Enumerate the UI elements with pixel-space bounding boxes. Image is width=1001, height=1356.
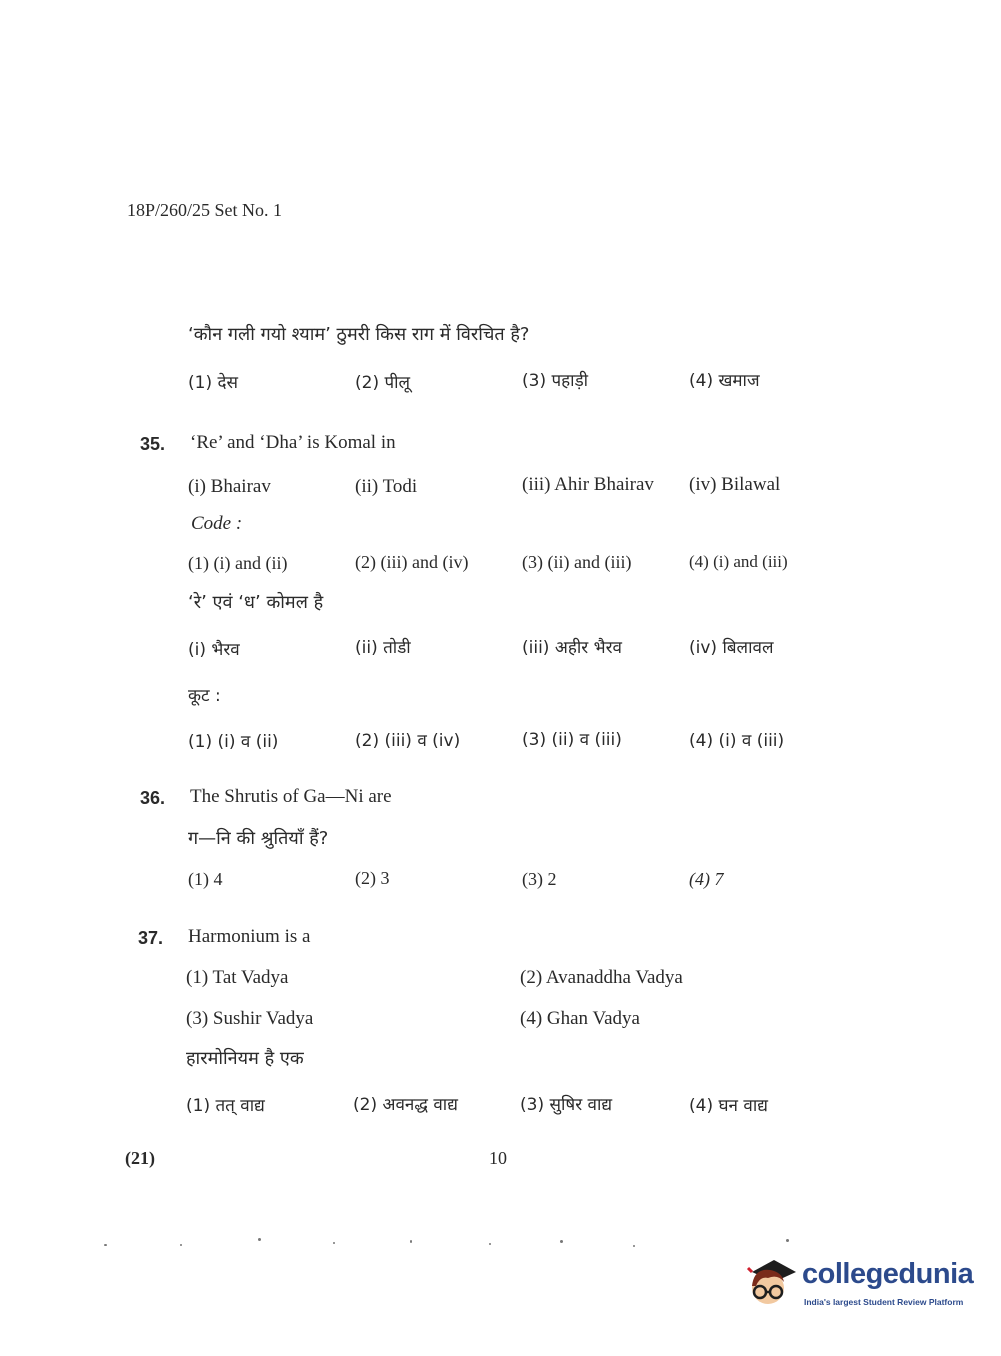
brand-name: collegedunia (802, 1258, 974, 1290)
q37-option-2-hindi: (2) अवनद्ध वाद्य (353, 1095, 458, 1115)
q37-number: 37. (138, 928, 164, 948)
q34-question-hindi: ‘कौन गली गयो श्याम’ ठुमरी किस राग में विरचित है? (188, 324, 530, 345)
q36-option-4: (4) 7 (689, 869, 724, 889)
q36-number: 36. (140, 788, 166, 808)
q35-option-4-hindi: (4) (i) व (iii) (689, 731, 785, 751)
q36-option-3: (3) 2 (522, 869, 557, 889)
q37-option-4-english: (4) Ghan Vadya (520, 1008, 640, 1029)
q35-item-3-english: (iii) Ahir Bhairav (522, 474, 654, 495)
q37-option-3-english: (3) Sushir Vadya (186, 1008, 314, 1029)
paper-code: 18P/260/25 Set No. 1 (127, 200, 283, 220)
q35-option-2-hindi: (2) (iii) व (iv) (355, 731, 461, 751)
q35-option-1-hindi: (1) (i) व (ii) (188, 732, 279, 752)
q35-option-2-english: (2) (iii) and (iv) (355, 552, 469, 572)
q35-item-2-english: (ii) Todi (355, 476, 418, 497)
collegedunia-watermark (738, 1252, 974, 1314)
q34-option-1: (1) देस (188, 373, 239, 393)
q35-option-3-hindi: (3) (ii) व (iii) (522, 730, 622, 750)
q35-item-3-hindi: (iii) अहीर भैरव (522, 638, 622, 658)
q34-option-4: (4) खमाज (689, 371, 760, 391)
q35-code-label-english: Code : (191, 513, 243, 534)
q36-option-2: (2) 3 (355, 868, 390, 888)
page-number: 10 (489, 1148, 507, 1168)
q35-question-english: ‘Re’ and ‘Dha’ is Komal in (190, 432, 396, 453)
q35-item-1-hindi: (i) भैरव (188, 640, 240, 660)
q36-option-1: (1) 4 (188, 869, 223, 889)
q37-option-3-hindi: (3) सुषिर वाद्य (520, 1095, 613, 1115)
q36-question-english: The Shrutis of Ga—Ni are (190, 786, 392, 807)
q37-option-1-english: (1) Tat Vadya (186, 967, 289, 988)
q36-question-hindi: ग—नि की श्रुतियाँ हैं? (188, 828, 329, 849)
q35-item-4-english: (iv) Bilawal (689, 474, 781, 495)
q35-option-4-english: (4) (i) and (iii) (689, 552, 788, 571)
q35-item-2-hindi: (ii) तोडी (355, 638, 411, 658)
q37-option-1-hindi: (1) तत् वाद्य (186, 1096, 265, 1116)
q37-question-hindi: हारमोनियम है एक (186, 1048, 304, 1069)
q35-question-hindi: ‘रे’ एवं ‘ध’ कोमल है (188, 592, 324, 613)
q37-question-english: Harmonium is a (188, 926, 311, 947)
q34-option-2: (2) पीलू (355, 373, 411, 393)
q37-option-2-english: (2) Avanaddha Vadya (520, 967, 683, 988)
brand-tagline: India's largest Student Review Platform (804, 1297, 964, 1307)
q35-item-1-english: (i) Bhairav (188, 476, 271, 497)
q37-option-4-hindi: (4) घन वाद्य (689, 1096, 768, 1116)
sheet-number: (21) (125, 1148, 155, 1168)
q35-code-label-hindi: कूट : (188, 686, 221, 706)
q35-number: 35. (140, 434, 166, 454)
q35-option-1-english: (1) (i) and (ii) (188, 553, 288, 573)
mascot-icon (738, 1252, 800, 1314)
q34-option-3: (3) पहाड़ी (522, 371, 589, 391)
q35-option-3-english: (3) (ii) and (iii) (522, 552, 632, 572)
q35-item-4-hindi: (iv) बिलावल (689, 638, 774, 658)
